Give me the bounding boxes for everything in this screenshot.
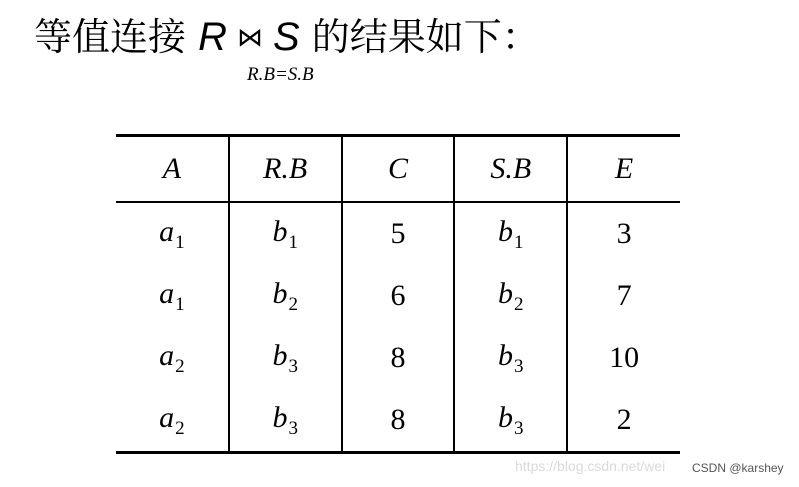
table-cell bbox=[229, 265, 342, 327]
cell-symbol: b bbox=[272, 276, 288, 310]
cell-symbol: a bbox=[159, 214, 175, 248]
table-cell bbox=[229, 389, 342, 451]
table-cell bbox=[454, 265, 567, 327]
heading-prefix: 等值连接 bbox=[34, 15, 187, 59]
cell-subscript: 1 bbox=[175, 231, 185, 253]
cell-symbol: b bbox=[272, 338, 288, 372]
cell-subscript: 3 bbox=[514, 355, 524, 377]
credit-label: CSDN @karshey bbox=[692, 461, 784, 475]
table-cell bbox=[116, 265, 229, 327]
table-row bbox=[116, 327, 680, 389]
table-cell bbox=[116, 327, 229, 389]
join-symbol: ⋈ bbox=[237, 23, 263, 53]
header-row bbox=[116, 137, 680, 202]
table-cell bbox=[229, 327, 342, 389]
join-condition: R.B=S.B bbox=[247, 64, 314, 85]
cell-subscript: 2 bbox=[514, 293, 524, 315]
cell-subscript: 2 bbox=[175, 355, 185, 377]
cell-symbol: b bbox=[272, 400, 288, 434]
cell-symbol: a bbox=[159, 276, 175, 310]
table-body bbox=[116, 202, 680, 451]
cell-subscript: 3 bbox=[288, 355, 298, 377]
cell-subscript: 2 bbox=[175, 417, 185, 439]
table-cell: 8 bbox=[342, 389, 455, 451]
left-relation: R bbox=[198, 15, 227, 59]
table-cell bbox=[454, 202, 567, 265]
cell-symbol: b bbox=[498, 276, 514, 310]
table-cell: 7 bbox=[567, 265, 680, 327]
heading bbox=[34, 12, 540, 63]
cell-symbol: b bbox=[498, 400, 514, 434]
column-header: R.B bbox=[229, 137, 342, 202]
table-cell bbox=[454, 389, 567, 451]
table-row bbox=[116, 265, 680, 327]
cell-symbol: b bbox=[498, 338, 514, 372]
column-header: E bbox=[567, 137, 680, 202]
cell-subscript: 3 bbox=[514, 417, 524, 439]
table-cell: 5 bbox=[342, 202, 455, 265]
table-cell: 3 bbox=[567, 202, 680, 265]
cell-subscript: 2 bbox=[288, 293, 298, 315]
watermark-url: https://blog.csdn.net/wei bbox=[515, 458, 666, 474]
cell-symbol: a bbox=[159, 338, 175, 372]
cell-subscript: 3 bbox=[288, 417, 298, 439]
result-table bbox=[116, 137, 680, 451]
cell-subscript: 1 bbox=[288, 231, 298, 253]
table-cell bbox=[229, 202, 342, 265]
table-cell: 8 bbox=[342, 327, 455, 389]
right-relation: S bbox=[273, 15, 300, 59]
table-cell bbox=[116, 389, 229, 451]
table-cell bbox=[116, 202, 229, 265]
table-row bbox=[116, 202, 680, 265]
column-header: S.B bbox=[454, 137, 567, 202]
cell-subscript: 1 bbox=[514, 231, 524, 253]
table-cell: 2 bbox=[567, 389, 680, 451]
cell-symbol: b bbox=[498, 214, 514, 248]
table-cell bbox=[454, 327, 567, 389]
column-header: A bbox=[116, 137, 229, 202]
column-header: C bbox=[342, 137, 455, 202]
heading-suffix: 的结果如下： bbox=[311, 15, 540, 59]
cell-subscript: 1 bbox=[175, 293, 185, 315]
table-cell: 6 bbox=[342, 265, 455, 327]
table-cell: 10 bbox=[567, 327, 680, 389]
cell-symbol: b bbox=[272, 214, 288, 248]
table-row bbox=[116, 389, 680, 451]
result-table-frame bbox=[116, 134, 680, 454]
cell-symbol: a bbox=[159, 400, 175, 434]
